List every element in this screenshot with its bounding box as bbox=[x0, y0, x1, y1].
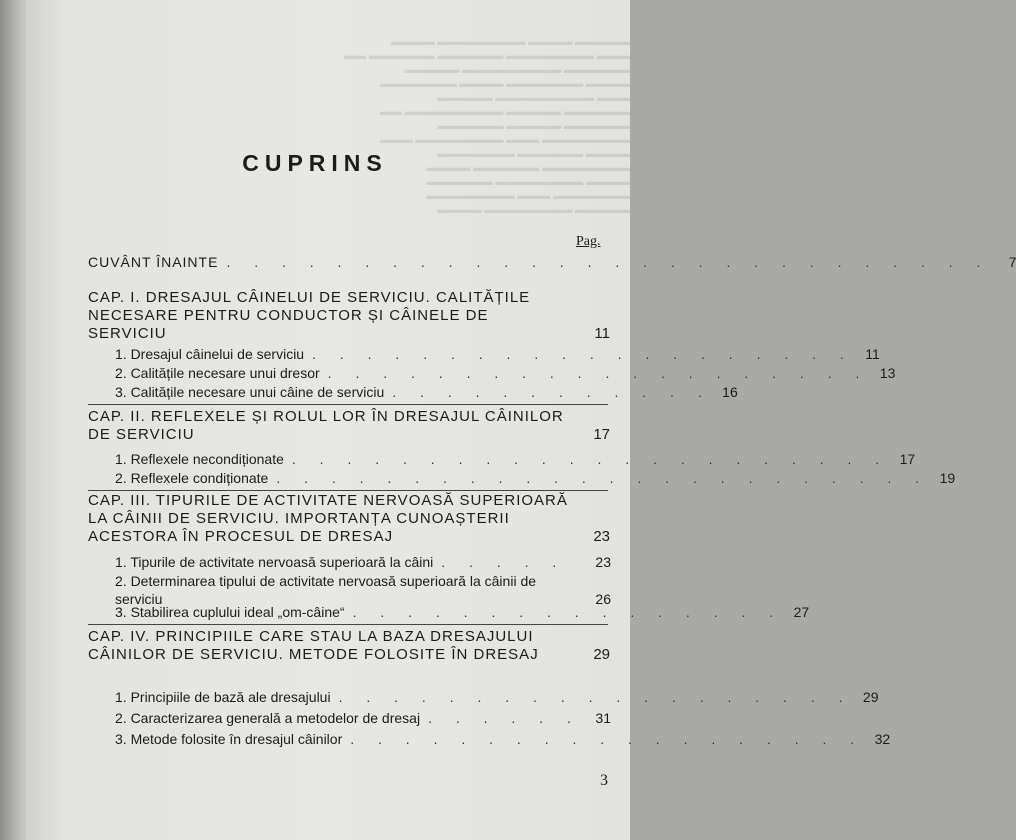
toc-entry[interactable] bbox=[115, 346, 880, 362]
toc-entry-page: 7 bbox=[1008, 254, 1016, 270]
book-gutter bbox=[0, 0, 26, 840]
toc-entry-page: 11 bbox=[865, 346, 880, 362]
leader-dots: . . . . . . bbox=[428, 710, 581, 726]
leader-dots: . . . . . . . . . . . . . . . . . . . bbox=[350, 731, 865, 747]
divider bbox=[88, 490, 608, 491]
toc-entry-label: 3. Stabilirea cuplului ideal „om-câine“ bbox=[115, 604, 345, 620]
toc-entry-intro[interactable] bbox=[88, 254, 1016, 270]
leader-dots: . . . . . . . . . . . . . . . . . . . . . . bbox=[291, 451, 890, 467]
toc-entry-page: 17 bbox=[899, 451, 916, 467]
toc-entry[interactable] bbox=[115, 731, 891, 747]
toc-entry-label: 2. Reflexele condiționate bbox=[115, 470, 269, 486]
chapter-heading-1[interactable] bbox=[88, 289, 610, 343]
leader-dots: . . . . . . . . . . . . . . . . . . . . . . . . . . . . bbox=[226, 254, 991, 270]
toc-entry-label: 2. Calitățile necesare unui dresor bbox=[115, 365, 320, 381]
toc-entry[interactable] bbox=[115, 384, 738, 400]
toc-entry-page: 19 bbox=[939, 470, 956, 486]
show-through-text: ▬▬▬▬▬ ▬▬▬▬ ▬▬▬▬▬▬▬▬ ▬▬▬▬ ▬▬▬ ▬▬▬▬▬▬▬▬ ▬▬▬▬▬▬ ▬▬▬▬▬▬ ▬▬ ▬▬▬▬▬▬ ▬▬▬▬▬▬▬▬▬ ▬▬▬▬▬ ▬▬▬▬ ▬▬▬▬▬▬▬ ▬▬▬▬ ▬▬▬▬▬▬▬ ▬▬▬ ▬▬▬▬▬▬▬▬▬ ▬▬▬▬▬ ▬▬▬▬▬▬ ▬▬▬▬▬ ▬▬▬▬▬▬▬▬▬ ▬▬ ▬▬▬▬▬▬ ▬▬▬▬▬ ▬▬▬▬▬▬ ▬▬▬▬▬▬▬▬ ▬▬▬ ▬▬▬▬▬▬▬▬ ▬▬▬ ▬▬▬▬ ▬▬▬▬▬▬ ▬▬▬▬▬▬▬ ▬▬▬▬▬▬▬▬ ▬▬▬▬▬▬ ▬▬▬▬ ▬▬▬▬ ▬▬▬▬▬▬▬▬ ▬▬▬▬▬▬ ▬▬▬▬▬▬▬ ▬▬▬ ▬▬▬▬▬▬▬▬ ▬▬▬▬▬ ▬▬▬▬▬▬▬▬ ▬▬▬▬ bbox=[344, 36, 630, 216]
toc-entry[interactable] bbox=[115, 365, 896, 381]
leader-dots: . . . . . . . . . . . . . . . . . . . . bbox=[327, 365, 870, 381]
toc-entry-label: 1. Principiile de bază ale dresajului bbox=[115, 689, 331, 705]
toc-entry-page: 26 bbox=[595, 591, 611, 607]
toc-entry-page: 27 bbox=[793, 604, 810, 620]
chapter-title: CAP. I. DRESAJUL CÂINELUI DE SERVICIU. CALITĂȚILE NECESARE PENTRU CONDUCTOR ȘI CÂINELE DE SERVICIU bbox=[88, 289, 531, 342]
chapter-page: 29 bbox=[593, 646, 610, 663]
page-title: CUPRINS bbox=[242, 150, 388, 176]
divider bbox=[88, 624, 608, 625]
leader-dots: . . . . . bbox=[441, 554, 567, 570]
toc-entry-page: 29 bbox=[862, 689, 879, 705]
toc-entry-page: 13 bbox=[879, 365, 896, 381]
leader-dots: . . . . . . . . . . . . . . . . . . . . bbox=[312, 346, 854, 362]
chapter-heading-4[interactable] bbox=[88, 628, 610, 664]
chapter-title: CAP. IV. PRINCIPIILE CARE STAU LA BAZA DRESAJULUI CÂINILOR DE SERVICIU. METODE FOLOSITE ÎN DRESAJ bbox=[88, 628, 539, 663]
chapter-heading-3[interactable] bbox=[88, 492, 610, 546]
toc-entry[interactable] bbox=[115, 470, 956, 486]
leader-dots: . . . . . . . . . . . . bbox=[392, 384, 712, 400]
toc-entry[interactable] bbox=[115, 572, 611, 608]
page-number: 3 bbox=[600, 772, 608, 789]
chapter-heading-2[interactable] bbox=[88, 408, 610, 444]
toc-entry-label: CUVÂNT ÎNAINTE bbox=[88, 254, 219, 270]
toc-entry-page: 16 bbox=[722, 384, 738, 400]
toc-entry[interactable] bbox=[115, 710, 611, 726]
toc-entry-label: 2. Determinarea tipului de activitate nervoasă superioară la câinii de serviciu bbox=[115, 573, 537, 607]
toc-entry[interactable] bbox=[115, 451, 916, 467]
divider bbox=[88, 404, 608, 405]
toc-entry-label: 1. Tipurile de activitate nervoasă superioară la câini bbox=[115, 554, 434, 570]
toc-entry-page: 32 bbox=[874, 731, 891, 747]
toc-entry-page: 31 bbox=[595, 710, 611, 726]
toc-entry[interactable] bbox=[115, 604, 810, 620]
toc-entry-page: 23 bbox=[595, 554, 611, 570]
toc-entry-label: 1. Dresajul câinelui de serviciu bbox=[115, 346, 305, 362]
chapter-page: 11 bbox=[594, 325, 610, 342]
toc-entry-label: 3. Metode folosite în dresajul câinilor bbox=[115, 731, 343, 747]
chapter-title: CAP. III. TIPURILE DE ACTIVITATE NERVOASĂ SUPERIOARĂ LA CÂINII DE SERVICIU. IMPORTANȚA CUNOAȘTERII ACESTORA ÎN PROCESUL DE DRESAJ bbox=[88, 492, 568, 545]
leader-dots: . . . . . . . . . . . . . . . . . . . . . . . . bbox=[276, 470, 930, 486]
chapter-page: 23 bbox=[593, 528, 610, 545]
leader-dots: . . . . . . . . . . . . . . . . bbox=[352, 604, 784, 620]
toc-entry[interactable] bbox=[115, 554, 611, 570]
toc-entry[interactable] bbox=[115, 689, 879, 705]
toc-entry-label: 1. Reflexele necondiționate bbox=[115, 451, 284, 467]
leader-dots: . . . . . . . . . . . . . . . . . . . bbox=[338, 689, 853, 705]
toc-entry-label: 3. Calitățile necesare unui câine de serviciu bbox=[115, 384, 385, 400]
page-column-label: Pag. bbox=[576, 234, 601, 249]
toc-entry-label: 2. Caracterizarea generală a metodelor de dresaj bbox=[115, 710, 421, 726]
chapter-page: 17 bbox=[593, 426, 610, 443]
chapter-title: CAP. II. REFLEXELE ȘI ROLUL LOR ÎN DRESAJUL CÂINILOR DE SERVICIU bbox=[88, 408, 564, 443]
